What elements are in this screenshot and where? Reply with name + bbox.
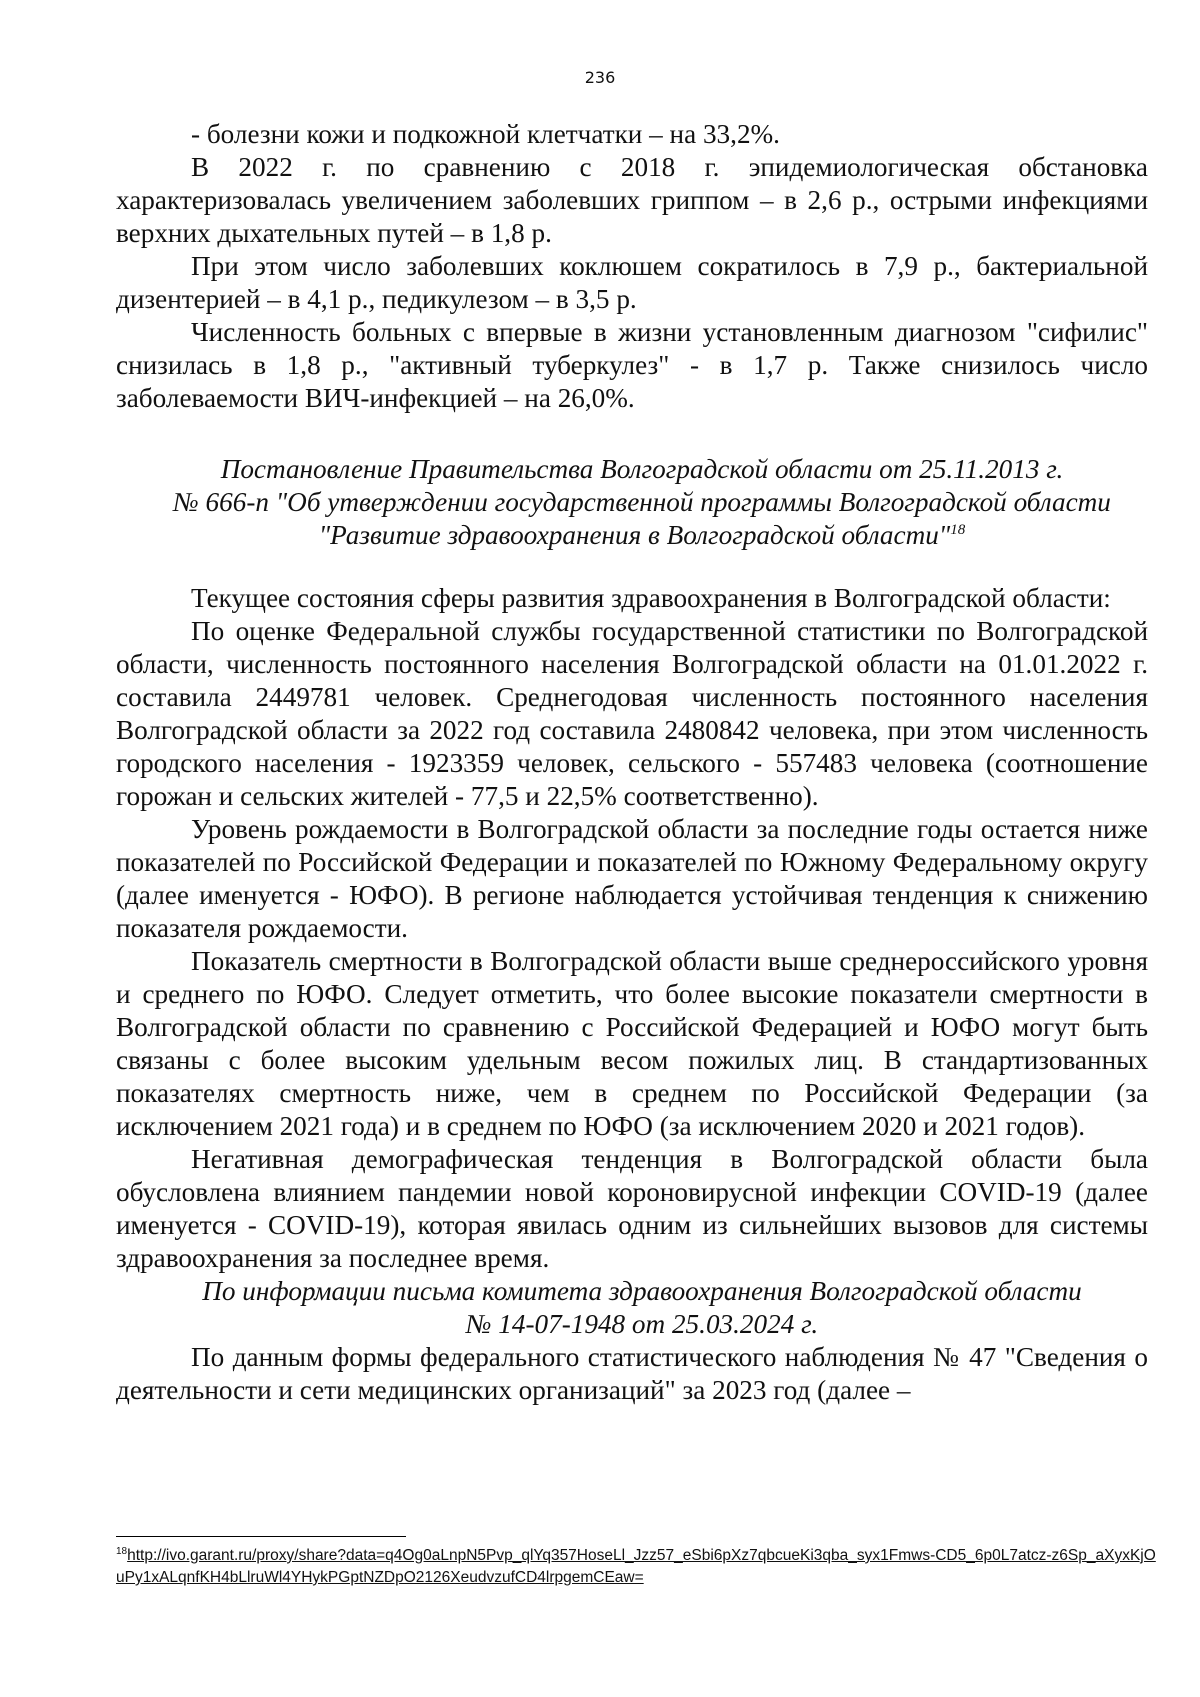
footnote-link[interactable]: http://ivo.garant.ru/proxy/share?data=q4Og0aLnpN5Pvp_qlYq357HoseLl_Jzz57_eSbi6pXz7qbcueKi3qba_syx1Fmws-CD5_6p0L7atcz-z6Sp_aXyxKjOuPy1xALqnfKH4bLlruWl4YHykPGptNZDpO2126XeudvzufCD4lrpgemCEaw= <box>116 1547 1156 1586</box>
paragraph: По оценке Федеральной службы государственной статистики по Волгоградской области, численность постоянного населения Волгоградской области на 01.01.2022 г. составила 2449781 человек. Среднегодовая численность постоянного населения Волгоградской области за 2022 год составила 2480842 человека, при этом численность городского населения - 1923359 человек, сельского - 557483 человека (соотношение горожан и сельских жителей - 77,5 и 22,5% соответственно). <box>116 616 1148 811</box>
heading-line-text: "Развитие здравоохранения в Волгоградской области" <box>318 520 951 550</box>
paragraph: По данным формы федерального статистического наблюдения № 47 "Сведения о деятельности и сети медицинских организаций" за 2023 год (далее – <box>116 1342 1148 1405</box>
footnote-number: 18 <box>116 1545 128 1557</box>
paragraph: При этом число заболевших коклюшем сократилось в 7,9 р., бактериальной дизентерией – в 4,1 р., педикулезом – в 3,5 р. <box>116 251 1148 314</box>
heading-line: № 14-07-1948 от 25.03.2024 г. <box>465 1309 819 1339</box>
heading-line-last <box>136 519 1148 552</box>
page-number: 236 <box>584 68 616 87</box>
paragraph: - болезни кожи и подкожной клетчатки – на 33,2%. <box>191 119 780 149</box>
section-heading-resolution <box>116 453 1148 552</box>
section-heading-letter <box>116 1275 1148 1341</box>
document-body <box>116 118 1148 1407</box>
footnote-reference[interactable]: 18 <box>950 521 966 538</box>
paragraph: Численность больных с впервые в жизни установленным диагнозом "сифилис" снизилась в 1,8 р., "активный туберкулез" - в 1,7 р. Также снизилось число заболеваемости ВИЧ-инфекцией – на 26,0%. <box>116 317 1148 413</box>
paragraph: Текущее состояния сферы развития здравоохранения в Волгоградской области: <box>191 583 1111 613</box>
paragraph: Показатель смертности в Волгоградской области выше среднероссийского уровня и среднего по ЮФО. Следует отметить, что более высокие показатели смертности в Волгоградской области по сравнению с Российской Федерацией и ЮФО могут быть связаны с более высоким удельным весом пожилых лиц. В стандартизованных показателях смертность ниже, чем в среднем по Российской Федерации (за исключением 2021 года) и в среднем по ЮФО (за исключением 2020 и 2021 годов). <box>116 946 1148 1141</box>
paragraph: Негативная демографическая тенденция в Волгоградской области была обусловлена влиянием пандемии новой короновирусной инфекции COVID-19 (далее именуется - COVID-19), которая явилась одним из сильнейших вызовов для системы здравоохранения за последнее время. <box>116 1144 1148 1273</box>
paragraph: Уровень рождаемости в Волгоградской области за последние годы остается ниже показателей по Российской Федерации и показателей по Южному Федеральному округу (далее именуется - ЮФО). В регионе наблюдается устойчивая тенденция к снижению показателя рождаемости. <box>116 814 1148 943</box>
heading-line: № 666-п "Об утверждении государственной программы Волгоградской области <box>173 487 1111 517</box>
heading-line: Постановление Правительства Волгоградской области от 25.11.2013 г. <box>220 454 1064 484</box>
footnote <box>116 1545 1156 1589</box>
footnote-separator <box>116 1536 406 1537</box>
paragraph: В 2022 г. по сравнению с 2018 г. эпидемиологическая обстановка характеризовалась увеличением заболевших гриппом – в 2,6 р., острыми инфекциями верхних дыхательных путей – в 1,8 р. <box>116 152 1148 248</box>
heading-line: По информации письма комитета здравоохранения Волгоградской области <box>202 1276 1082 1306</box>
